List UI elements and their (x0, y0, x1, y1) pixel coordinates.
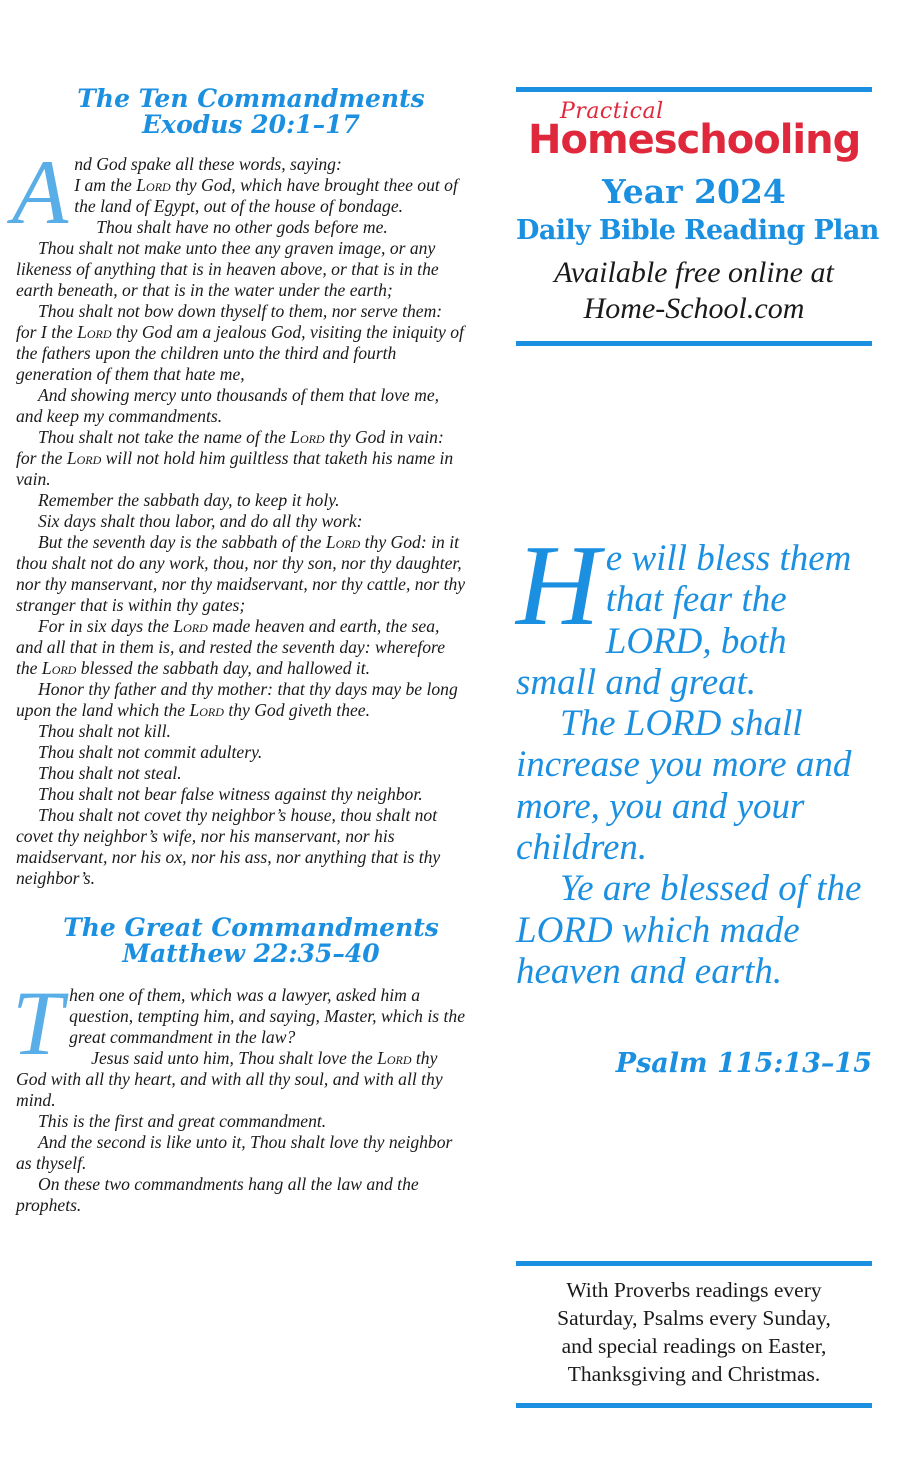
great-commandments-heading (36, 915, 466, 967)
paragraph: Thou shalt have no other gods before me. (96, 217, 388, 237)
ten-commandments-text (12, 141, 466, 889)
verse-paragraph: e will bless them that fear the LORD, both small and great. (516, 538, 852, 703)
year-title: Year 2024 (602, 172, 786, 211)
great-commandments-reference: Matthew 22:35–40 (122, 939, 380, 968)
paragraph: hen one of them, which was a lawyer, asked him a question, tempting him, and saying, Master, which is the great commandment in the law? (69, 985, 466, 1047)
note-box (516, 1261, 872, 1408)
psalm-reference: Psalm 115:13–15 (615, 1048, 872, 1079)
great-commandments-title: The Great Commandments (63, 913, 439, 942)
paragraph: This is the first and great commandment. (38, 1111, 327, 1131)
paragraph: For in six days the Lord made heaven and earth, the sea, and all that in them is, and rested the seventh day: wherefore the Lord blessed the sabbath day, and hallowed it. (16, 616, 446, 678)
ten-commandments-heading (36, 86, 466, 138)
paragraph: Thou shalt not take the name of the Lord thy God in vain: for the Lord will not hold him guiltless that taketh his name in vain. (16, 427, 454, 489)
paragraph: And showing mercy unto thousands of them that love me, and keep my commandments. (16, 385, 440, 426)
paragraph: nd God spake all these words, saying: (74, 154, 342, 174)
paragraph: And the second is like unto it, Thou shalt love thy neighbor as thyself. (16, 1132, 453, 1173)
left-column (12, 84, 466, 1216)
plan-title: Daily Bible Reading Plan (516, 215, 879, 246)
verse-paragraph: The LORD shall increase you more and more, you and your children. (516, 703, 852, 869)
paragraph: Thou shalt not make unto thee any graven image, or any likeness of anything that is in heaven above, or that is in the earth beneath, or that is in the water under the earth; (16, 238, 439, 300)
available-line: Available free online at (554, 256, 834, 289)
note-line: Saturday, Psalms every Sunday, (557, 1306, 831, 1330)
paragraph: On these two commandments hang all the law and the prophets. (16, 1174, 419, 1215)
paragraph: Jesus said unto him, Thou shalt love the Lord thy God with all thy heart, and with all thy soul, and with all thy mind. (16, 1048, 443, 1110)
drop-cap: T (12, 972, 64, 1074)
drop-cap: H (516, 522, 600, 650)
divider (516, 1403, 872, 1408)
website-text: Home-School.com (583, 292, 805, 325)
logo-big-text: Homeschooling (528, 117, 861, 163)
paragraph: Thou shalt not kill. (38, 721, 171, 741)
great-commandments-text (12, 972, 466, 1216)
paragraph: But the seventh day is the sabbath of the Lord thy God: in it thou shalt not do any work, thou, nor thy son, nor thy daughter, nor thy manservant, nor thy maidservant, nor thy cattle, nor thy stranger that is within thy gates; (16, 532, 466, 615)
note-line: Thanksgiving and Christmas. (567, 1362, 821, 1386)
paragraph: I am the Lord thy God, which have brought thee out of the land of Egypt, out of the house of bondage. (74, 175, 458, 216)
verse-paragraph: Ye are blessed of the LORD which made heaven and earth. (516, 868, 862, 992)
note-text (516, 1266, 872, 1403)
paragraph: Honor thy father and thy mother: that thy days may be long upon the land which the Lord thy God giveth thee. (16, 679, 458, 720)
note-line: With Proverbs readings every (566, 1278, 822, 1302)
paragraph: Remember the sabbath day, to keep it holy. (38, 490, 340, 510)
ten-commandments-title: The Ten Commandments (77, 84, 425, 113)
divider (516, 341, 872, 346)
paragraph: Thou shalt not commit adultery. (38, 742, 263, 762)
paragraph: Thou shalt not steal. (38, 763, 182, 783)
brand-box (516, 87, 879, 346)
paragraph: Thou shalt not covet thy neighbor’s house, thou shalt not covet thy neighbor’s wife, nor his manservant, nor his maidservant, nor his ox, nor his ass, nor anything that is thy neighbor’s. (16, 805, 441, 888)
paragraph: Six days shalt thou labor, and do all thy work: (38, 511, 363, 531)
note-line: and special readings on Easter, (561, 1334, 827, 1358)
logo-small-text: Practical (560, 99, 664, 124)
ten-commandments-reference: Exodus 20:1–17 (142, 110, 360, 139)
drop-cap: A (12, 141, 69, 243)
practical-homeschooling-logo (516, 99, 872, 165)
paragraph: Thou shalt not bow down thyself to them, nor serve them: for I the Lord thy God am a jealous God, visiting the iniquity of the fathers upon the children unto the third and fourth generation of them that hate me, (16, 301, 464, 384)
paragraph: Thou shalt not bear false witness against thy neighbor. (38, 784, 423, 804)
psalm-verse (516, 522, 872, 992)
